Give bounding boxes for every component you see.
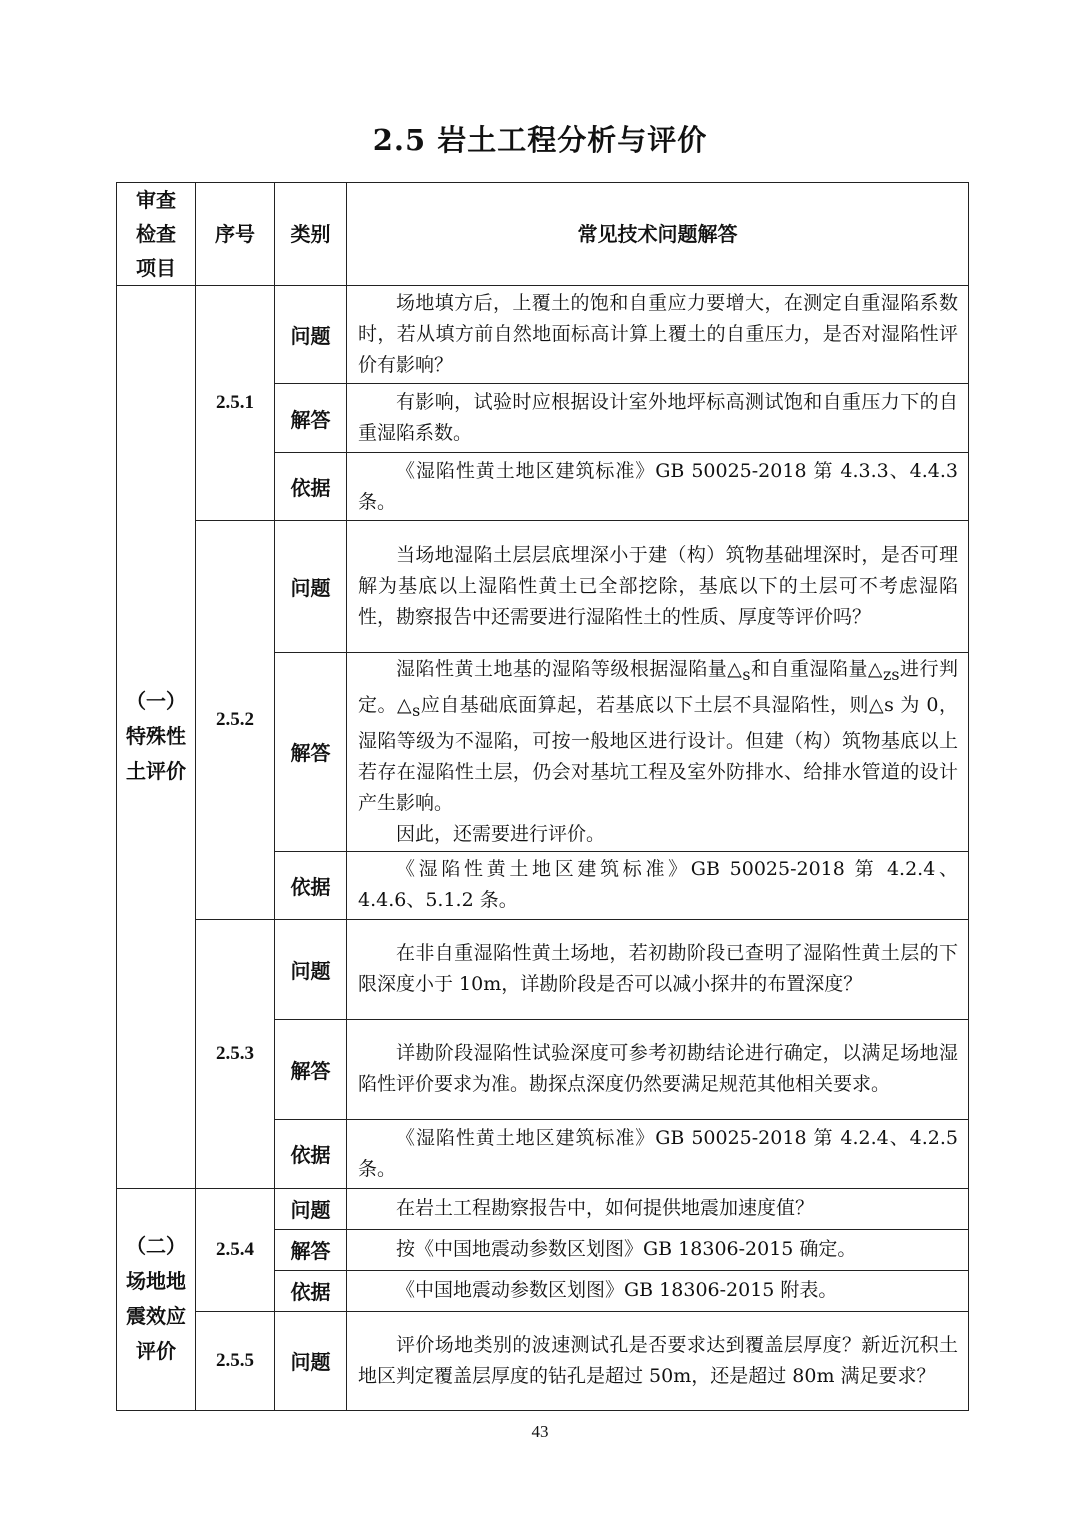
header-serial-number: 序号 xyxy=(196,183,275,286)
header-review-item: 审查 检查 项目 xyxy=(117,183,196,286)
answer-text: 湿陷性黄土地基的湿陷等级根据湿陷量$\triangle_s$和自重湿陷量$\triangle_{zs}$进行判定。$\triangle_s$应自基础底面算起，若基底以下土层不具湿陷性，则△s 为 0，湿陷等级为不湿陷，可按一般地区进行设计。但建（构）筑物基底以上若存在湿陷性土层，仍会对基坑工程及室外防排水、给排水管道的设计产生影响。 因此，还需要进行评价。 xyxy=(347,653,969,852)
category-basis: 依据 xyxy=(275,851,347,919)
category-basis: 依据 xyxy=(275,1270,347,1311)
category-answer: 解答 xyxy=(275,653,347,852)
table-header-row xyxy=(117,183,969,286)
category-answer: 解答 xyxy=(275,1229,347,1270)
item-number: 2.5.4 xyxy=(196,1188,275,1311)
category-basis: 依据 xyxy=(275,453,347,521)
page-title: 2.5 岩土工程分析与评价 xyxy=(372,123,708,157)
category-question: 问题 xyxy=(275,1188,347,1229)
basis-text: 《湿陷性黄土地区建筑标准》GB 50025-2018 第 4.3.3、4.4.3 条。 xyxy=(347,453,969,521)
table-row xyxy=(117,521,969,653)
item-number: 2.5.3 xyxy=(196,919,275,1188)
header-faq: 常见技术问题解答 xyxy=(347,183,969,286)
question-text: 在非自重湿陷性黄土场地，若初勘阶段已查明了湿陷性黄土层的下限深度小于 10m，详勘阶段是否可以减小探井的布置深度？ xyxy=(347,919,969,1019)
table-row xyxy=(117,919,969,1019)
answer-text: 按《中国地震动参数区划图》GB 18306-2015 确定。 xyxy=(347,1229,969,1270)
question-text: 评价场地类别的波速测试孔是否要求达到覆盖层厚度？新近沉积土地区判定覆盖层厚度的钻孔是超过 50m，还是超过 80m 满足要求？ xyxy=(347,1311,969,1410)
page-number: 43 xyxy=(531,1422,549,1441)
qa-table xyxy=(116,182,969,1411)
category-question: 问题 xyxy=(275,1311,347,1410)
item-number: 2.5.1 xyxy=(196,286,275,521)
category-question: 问题 xyxy=(275,919,347,1019)
basis-text: 《湿陷性黄土地区建筑标准》GB 50025-2018 第 4.2.4、4.4.6、5.1.2 条。 xyxy=(347,851,969,919)
question-text: 场地填方后，上覆土的饱和自重应力要增大，在测定自重湿陷系数时，若从填方前自然地面标高计算上覆土的自重压力，是否对湿陷性评价有影响？ xyxy=(347,286,969,384)
section-seismic-effect: （二） 场地地 震效应 评价 xyxy=(117,1188,196,1410)
basis-text: 《湿陷性黄土地区建筑标准》GB 50025-2018 第 4.2.4、4.2.5 条。 xyxy=(347,1119,969,1188)
category-question: 问题 xyxy=(275,521,347,653)
table-row xyxy=(117,286,969,384)
question-text: 当场地湿陷土层层底埋深小于建（构）筑物基础埋深时，是否可理解为基底以上湿陷性黄土已全部挖除，基底以下的土层可不考虑湿陷性，勘察报告中还需要进行湿陷性土的性质、厚度等评价吗？ xyxy=(347,521,969,653)
question-text: 在岩土工程勘察报告中，如何提供地震加速度值？ xyxy=(347,1188,969,1229)
table-row xyxy=(117,1188,969,1229)
category-answer: 解答 xyxy=(275,384,347,453)
header-category: 类别 xyxy=(275,183,347,286)
table-row xyxy=(117,1311,969,1410)
answer-text: 有影响，试验时应根据设计室外地坪标高测试饱和自重压力下的自重湿陷系数。 xyxy=(347,384,969,453)
answer-text: 详勘阶段湿陷性试验深度可参考初勘结论进行确定，以满足场地湿陷性评价要求为准。勘探点深度仍然要满足规范其他相关要求。 xyxy=(347,1019,969,1119)
basis-text: 《中国地震动参数区划图》GB 18306-2015 附表。 xyxy=(347,1270,969,1311)
category-answer: 解答 xyxy=(275,1019,347,1119)
item-number: 2.5.2 xyxy=(196,521,275,920)
category-basis: 依据 xyxy=(275,1119,347,1188)
category-question: 问题 xyxy=(275,286,347,384)
section-special-soil: （一） 特殊性 土评价 xyxy=(117,286,196,1189)
item-number: 2.5.5 xyxy=(196,1311,275,1410)
